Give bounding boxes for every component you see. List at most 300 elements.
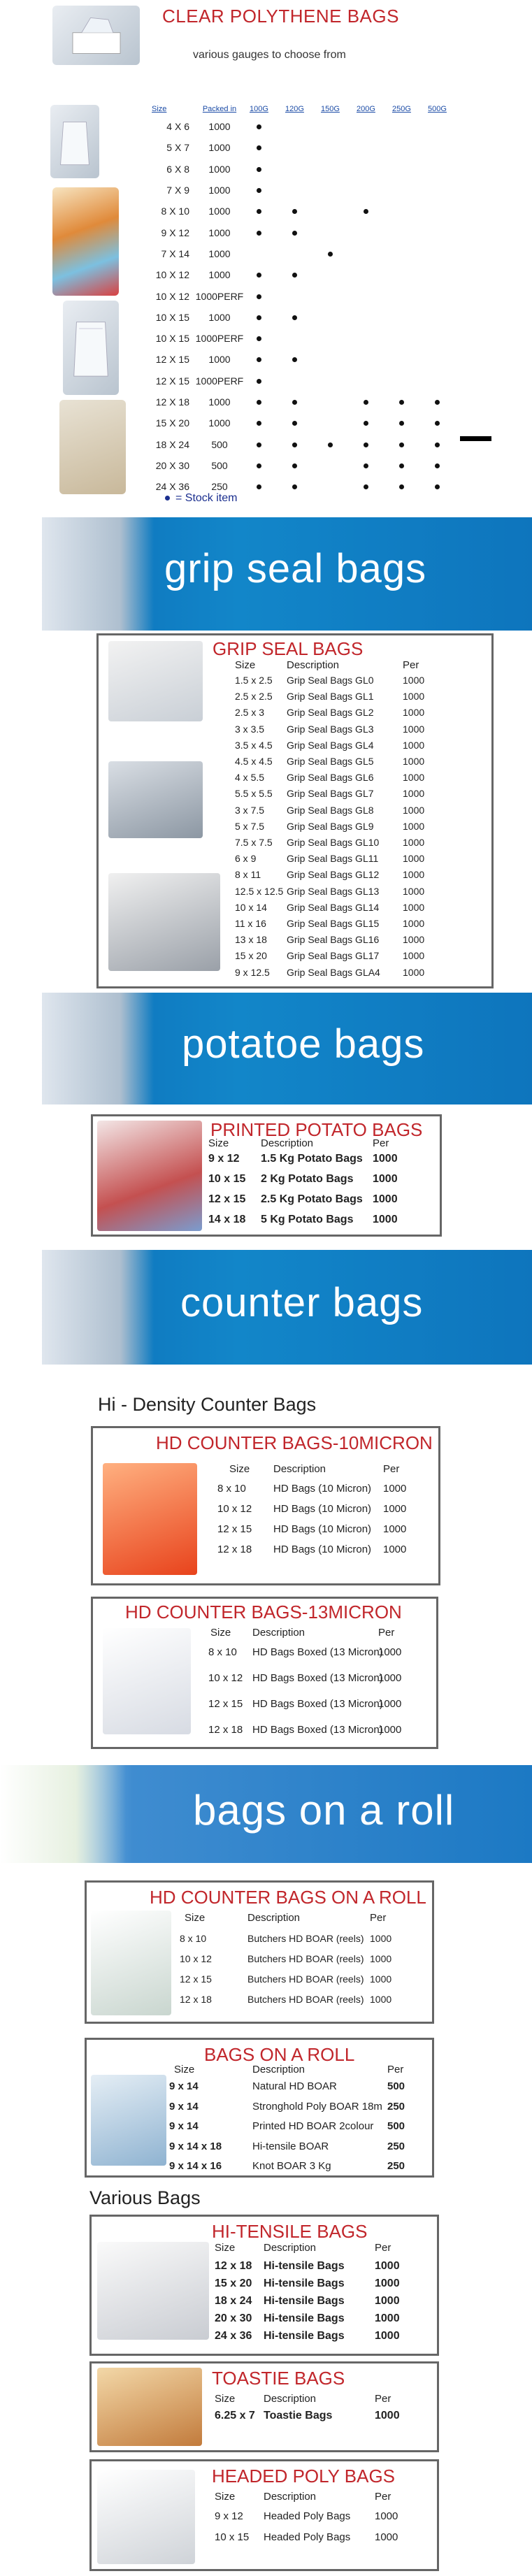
gauge-row [143,243,463,264]
gauge-cell [285,455,321,476]
hd10-row [93,1483,438,1503]
boar-cell-size: 9 x 14 x 18 [169,2140,222,2152]
potato-header-per: Per [373,1137,389,1149]
gauge-cell [285,243,321,264]
stock-dot-icon [257,209,261,214]
gauge-cell [321,264,357,285]
gauge-packed: 1000 [208,396,231,408]
grip-cell-size: 5 x 7.5 [235,820,265,832]
hd10-cell-size: 12 x 15 [217,1523,252,1535]
grip-cell-per: 1000 [403,869,425,881]
hd10-cell-description: HD Bags (10 Micron) [273,1544,372,1555]
grip-cell-size: 5.5 x 5.5 [235,788,273,800]
gauge-table [143,102,463,497]
grip-row [99,950,491,966]
stock-dot-icon [364,421,368,426]
boar-cell-size: 9 x 14 [169,2100,199,2113]
hd10-cell-description: HD Bags (10 Micron) [273,1483,372,1495]
boar-row [87,2140,432,2161]
hdroll-row [87,1953,432,1973]
grip-row [99,967,491,983]
gauge-cell [250,201,285,222]
hd10-title: HD COUNTER BAGS-10MICRON [156,1432,433,1453]
grip-cell-description: Grip Seal Bags GL13 [287,885,380,897]
banner-bags-on-a-roll [0,1765,532,1863]
gauge-cell [285,328,321,349]
boar-title: BAGS ON A ROLL [204,2044,355,2065]
toastie-row [92,2410,437,2427]
stock-dot-icon [257,188,261,193]
headed-cell-size: 9 x 12 [215,2510,243,2522]
gauge-cell [250,116,285,137]
stock-dot-icon [257,315,261,320]
gauge-cell [321,476,357,497]
gauge-row [143,201,463,222]
headed-cell-description: Headed Poly Bags [264,2531,351,2543]
gauge-cell [392,328,428,349]
hd10-cell-size: 8 x 10 [217,1483,246,1495]
grip-cell-size: 4 x 5.5 [235,772,265,784]
gauge-cell [321,349,357,370]
gauge-size: 10 X 15 [155,333,189,345]
grip-cell-description: Grip Seal Bags GL3 [287,723,374,735]
hd10-cell-per: 1000 [383,1544,407,1555]
header-200g: 200G [357,105,375,113]
gauge-size: 15 X 20 [155,417,189,429]
gauge-size: 10 X 15 [155,311,189,323]
gauge-size: 20 X 30 [155,459,189,471]
hitensile-cell-description: Hi-tensile Bags [264,2278,345,2289]
small-bag-photo [50,105,99,178]
stock-dot-icon [435,400,440,405]
grip-header-row [99,659,491,673]
hd13-row [93,1646,436,1672]
hd13-cell-size: 8 x 10 [208,1646,237,1658]
potato-cell-per: 1000 [373,1173,398,1185]
header-120g: 120G [285,105,304,113]
grip-row [99,805,491,821]
headed-cell-per: 1000 [375,2510,398,2522]
potato-cell-size: 9 x 12 [208,1153,240,1165]
hitensile-cell-per: 1000 [375,2260,400,2272]
hd10-box [91,1426,440,1585]
grip-cell-per: 1000 [403,756,425,767]
stock-dot-icon [435,484,440,489]
gauge-cell [250,434,285,455]
gauge-cell [357,307,392,328]
gauge-packed: 500 [211,438,228,450]
gauge-cell [285,264,321,285]
gauge-cell [250,307,285,328]
gauge-cell [357,370,392,391]
hdroll-header-row [87,1912,432,1926]
gauge-table-header [143,102,463,116]
grip-row [99,853,491,869]
gauge-cell [321,222,357,243]
stock-dot-icon [292,315,297,320]
headed-header-row [92,2491,437,2505]
hdroll-cell-per: 1000 [370,1953,392,1964]
stock-dot-icon [257,400,261,405]
potato-box [91,1114,442,1237]
gauge-cell [428,328,463,349]
potato-row [93,1173,440,1193]
header-packed-in: Packed in [202,105,237,113]
stock-dot-icon [399,463,404,468]
gauge-size: 10 X 12 [155,269,189,281]
gauge-cell [250,264,285,285]
hitensile-row [92,2312,437,2330]
banner-counter-text: counter bags [180,1280,424,1325]
grip-cell-per: 1000 [403,739,425,751]
page-subtitle: various gauges to choose from [193,49,346,61]
grip-cell-description: Grip Seal Bags GL7 [287,788,374,800]
hd13-title: HD COUNTER BAGS-13MICRON [125,1602,402,1622]
grip-cell-size: 10 x 14 [235,901,267,913]
grip-seal-title: GRIP SEAL BAGS [213,638,364,659]
stock-dot-icon [257,336,261,341]
grip-cell-description: Grip Seal Bags GLA4 [287,966,380,978]
gauge-cell [392,476,428,497]
gauge-cell [357,412,392,433]
grip-row [99,902,491,918]
grip-cell-description: Grip Seal Bags GL10 [287,837,380,848]
grip-cell-per: 1000 [403,675,425,686]
boar-cell-per: 500 [387,2120,405,2133]
gauge-row [143,455,463,476]
hitensile-cell-description: Hi-tensile Bags [264,2295,345,2307]
gauge-size: 8 X 10 [161,206,189,217]
gauge-cell [285,476,321,497]
gravel-bag-photo [59,400,126,494]
gauge-packed: 1000 [208,142,231,154]
gauge-cell [428,391,463,412]
gauge-cell [321,307,357,328]
gauge-cell [357,286,392,307]
stock-dot-icon [435,442,440,447]
stock-dot-icon [257,421,261,426]
black-bar-marker [460,436,491,441]
potato-row [93,1193,440,1214]
page-title: CLEAR POLYTHENE BAGS [162,6,399,27]
boar-row [87,2120,432,2140]
gauge-cell [357,201,392,222]
banner-roll-text: bags on a roll [193,1787,455,1834]
stock-legend-text: = Stock item [175,492,238,504]
grip-cell-description: Grip Seal Bags GL11 [287,853,379,865]
headed-box [89,2459,439,2571]
gauge-size: 6 X 8 [166,163,189,175]
grip-cell-size: 7.5 x 7.5 [235,837,273,848]
grip-row [99,934,491,950]
gauge-cell [321,159,357,180]
hitensile-cell-per: 1000 [375,2330,400,2342]
gauge-cell [357,455,392,476]
gauge-packed: 1000 [208,185,231,196]
stock-dot-icon [257,273,261,278]
stock-dot-icon [435,421,440,426]
boar-cell-description: Stronghold Poly BOAR 18m [252,2100,382,2113]
boar-cell-description: Printed HD BOAR 2colour [252,2120,374,2133]
grip-cell-per: 1000 [403,804,425,816]
grip-row [99,821,491,837]
gauge-table-body [143,116,463,497]
gauge-cell [428,476,463,497]
gauge-cell [357,180,392,201]
hitensile-cell-size: 18 x 24 [215,2295,252,2307]
grip-cell-description: Grip Seal Bags GL8 [287,804,374,816]
hd10-header-row [93,1463,438,1477]
gauge-cell [428,455,463,476]
gauge-packed: 1000 [208,163,231,175]
hd13-cell-size: 12 x 18 [208,1724,243,1736]
potato-cell-size: 14 x 18 [208,1214,246,1225]
hdroll-cell-description: Butchers HD BOAR (reels) [247,1973,364,1985]
gauge-cell [392,434,428,455]
toastie-cell-size: 6.25 x 7 [215,2410,255,2422]
hdroll-cell-size: 12 x 15 [180,1973,212,1985]
gauge-cell [392,180,428,201]
gauge-size: 9 X 12 [161,226,189,238]
potato-row [93,1214,440,1234]
grip-cell-description: Grip Seal Bags GL15 [287,918,380,929]
hitensile-row [92,2330,437,2347]
grip-cell-description: Grip Seal Bags GL9 [287,820,374,832]
gauge-cell [285,307,321,328]
stock-dot-icon [292,400,297,405]
gauge-cell [250,391,285,412]
hi-density-label: Hi - Density Counter Bags [98,1394,317,1415]
gauge-cell [250,159,285,180]
grip-cell-description: Grip Seal Bags GL17 [287,950,380,962]
gauge-cell [321,412,357,433]
gauge-cell [428,243,463,264]
gauge-cell [392,264,428,285]
gauge-row [143,307,463,328]
grip-cell-per: 1000 [403,950,425,962]
grip-cell-description: Grip Seal Bags GL16 [287,934,380,946]
hdroll-row [87,1933,432,1953]
grip-cell-per: 1000 [403,772,425,784]
hitensile-cell-size: 20 x 30 [215,2312,252,2324]
hdroll-cell-per: 1000 [370,1933,392,1944]
grip-row [99,869,491,885]
gauge-cell [428,412,463,433]
headed-cell-description: Headed Poly Bags [264,2510,351,2522]
grip-seal-box [96,633,494,988]
hdroll-row [87,1973,432,1994]
hd10-header-per: Per [383,1463,400,1475]
gauge-size: 5 X 7 [166,142,189,154]
gauge-cell [428,222,463,243]
hd10-row [93,1523,438,1544]
gauge-size: 12 X 15 [155,354,189,366]
gauge-cell [392,286,428,307]
gauge-cell [321,370,357,391]
grip-cell-description: Grip Seal Bags GL14 [287,901,380,913]
grip-cell-description: Grip Seal Bags GL12 [287,869,380,881]
gauge-cell [285,412,321,433]
stock-legend [165,492,237,505]
hitensile-row [92,2295,437,2312]
boar-cell-per: 500 [387,2080,405,2092]
boar-cell-size: 9 x 14 [169,2080,199,2092]
gauge-row [143,391,463,412]
hitensile-cell-per: 1000 [375,2278,400,2289]
stock-dot-icon [399,421,404,426]
boar-cell-per: 250 [387,2100,405,2113]
potato-header-description: Description [261,1137,314,1149]
gauge-cell [428,349,463,370]
grip-row [99,837,491,853]
gauge-cell [321,434,357,455]
boar-header-description: Description [252,2064,305,2075]
grip-cell-description: Grip Seal Bags GL4 [287,739,374,751]
grip-row [99,740,491,756]
stock-dot-icon [257,442,261,447]
headed-title: HEADED POLY BAGS [212,2466,396,2487]
grip-cell-description: Grip Seal Bags GL0 [287,675,374,686]
gauge-row [143,116,463,137]
potato-cell-per: 1000 [373,1193,398,1205]
gauge-cell [392,243,428,264]
gauge-cell [392,201,428,222]
potato-cell-per: 1000 [373,1214,398,1225]
gauge-size: 10 X 12 [155,290,189,302]
gauge-cell [285,370,321,391]
hitensile-header-per: Per [375,2242,391,2254]
grip-cell-per: 1000 [403,934,425,946]
gauge-cell [250,243,285,264]
boar-row [87,2160,432,2180]
grip-row [99,772,491,788]
header-size: Size [152,105,167,113]
gauge-cell [250,328,285,349]
stock-dot-icon [364,442,368,447]
hitensile-row [92,2278,437,2295]
hd13-cell-per: 1000 [378,1672,402,1684]
hdroll-cell-size: 8 x 10 [180,1933,207,1944]
gauge-cell [392,349,428,370]
gauge-cell [250,137,285,158]
stock-dot-icon [257,145,261,150]
stock-dot-icon [364,463,368,468]
grip-cell-size: 2.5 x 3 [235,707,265,719]
banner-grip-seal [42,517,532,631]
boar-header-per: Per [387,2064,404,2075]
gauge-cell [428,201,463,222]
gauge-packed: 250 [211,481,228,493]
gauge-cell [321,137,357,158]
hitensile-header-size: Size [215,2242,236,2254]
toastie-header-size: Size [215,2393,236,2405]
gauge-cell [321,391,357,412]
hd13-cell-per: 1000 [378,1724,402,1736]
potato-header-size: Size [208,1137,229,1149]
header-250g: 250G [392,105,411,113]
gauge-packed: 1000PERF [195,375,244,387]
gauge-cell [250,349,285,370]
headed-row [92,2510,437,2531]
hd13-cell-description: HD Bags Boxed (13 Micron) [252,1698,383,1710]
gauge-cell [428,180,463,201]
various-bags-label: Various Bags [89,2187,201,2208]
hdroll-cell-description: Butchers HD BOAR (reels) [247,1994,364,2005]
toastie-cell-description: Toastie Bags [264,2410,333,2422]
gauge-cell [250,370,285,391]
gauge-cell [392,222,428,243]
hdroll-cell-size: 10 x 12 [180,1953,212,1964]
grip-cell-size: 4.5 x 4.5 [235,756,273,767]
gauge-size: 18 X 24 [155,438,189,450]
gauge-cell [321,243,357,264]
boar-box [85,2038,434,2178]
hd10-cell-size: 12 x 18 [217,1544,252,1555]
stock-dot-icon [364,484,368,489]
header-150g: 150G [321,105,340,113]
grip-row [99,788,491,804]
hd13-cell-description: HD Bags Boxed (13 Micron) [252,1646,383,1658]
clear-polythene-section [0,0,532,514]
gauge-row [143,370,463,391]
hd13-box [91,1597,438,1749]
gauge-cell [428,264,463,285]
gauge-cell [357,434,392,455]
gauge-size: 12 X 18 [155,396,189,408]
hdroll-row [87,1994,432,2014]
hitensile-row [92,2260,437,2278]
banner-counter [42,1250,532,1365]
banner-potatoe [42,993,532,1104]
gauge-row [143,349,463,370]
gauge-cell [321,116,357,137]
gauge-cell [357,264,392,285]
hdroll-cell-description: Butchers HD BOAR (reels) [247,1953,364,1964]
hd10-cell-per: 1000 [383,1523,407,1535]
grip-header-size: Size [235,659,256,671]
hd10-cell-description: HD Bags (10 Micron) [273,1503,372,1515]
boar-cell-per: 250 [387,2160,405,2173]
gauge-cell [321,328,357,349]
sweets-bag-photo [52,187,119,296]
grip-row [99,918,491,934]
potato-cell-per: 1000 [373,1153,398,1165]
potato-cell-description: 5 Kg Potato Bags [261,1214,354,1225]
hd10-cell-per: 1000 [383,1483,407,1495]
hdroll-cell-per: 1000 [370,1994,392,2005]
headed-cell-size: 10 x 15 [215,2531,250,2543]
boar-cell-per: 250 [387,2140,405,2152]
gauge-cell [357,159,392,180]
hitensile-cell-per: 1000 [375,2312,400,2324]
gauge-cell [357,137,392,158]
gauge-packed: 1000 [208,269,231,281]
boar-cell-size: 9 x 14 x 16 [169,2160,222,2173]
potato-cell-description: 2.5 Kg Potato Bags [261,1193,363,1205]
grip-cell-size: 3 x 7.5 [235,804,265,816]
gauge-row [143,328,463,349]
gauge-cell [285,159,321,180]
polythene-box-photo [52,6,140,65]
stock-dot-icon [257,463,261,468]
gauge-cell [321,286,357,307]
hand-bag-photo [42,517,154,631]
grip-cell-size: 13 x 18 [235,934,267,946]
grip-cell-size: 15 x 20 [235,950,267,962]
gauge-cell [285,201,321,222]
stock-dot-icon [399,484,404,489]
gauge-packed: 1000 [208,247,231,259]
